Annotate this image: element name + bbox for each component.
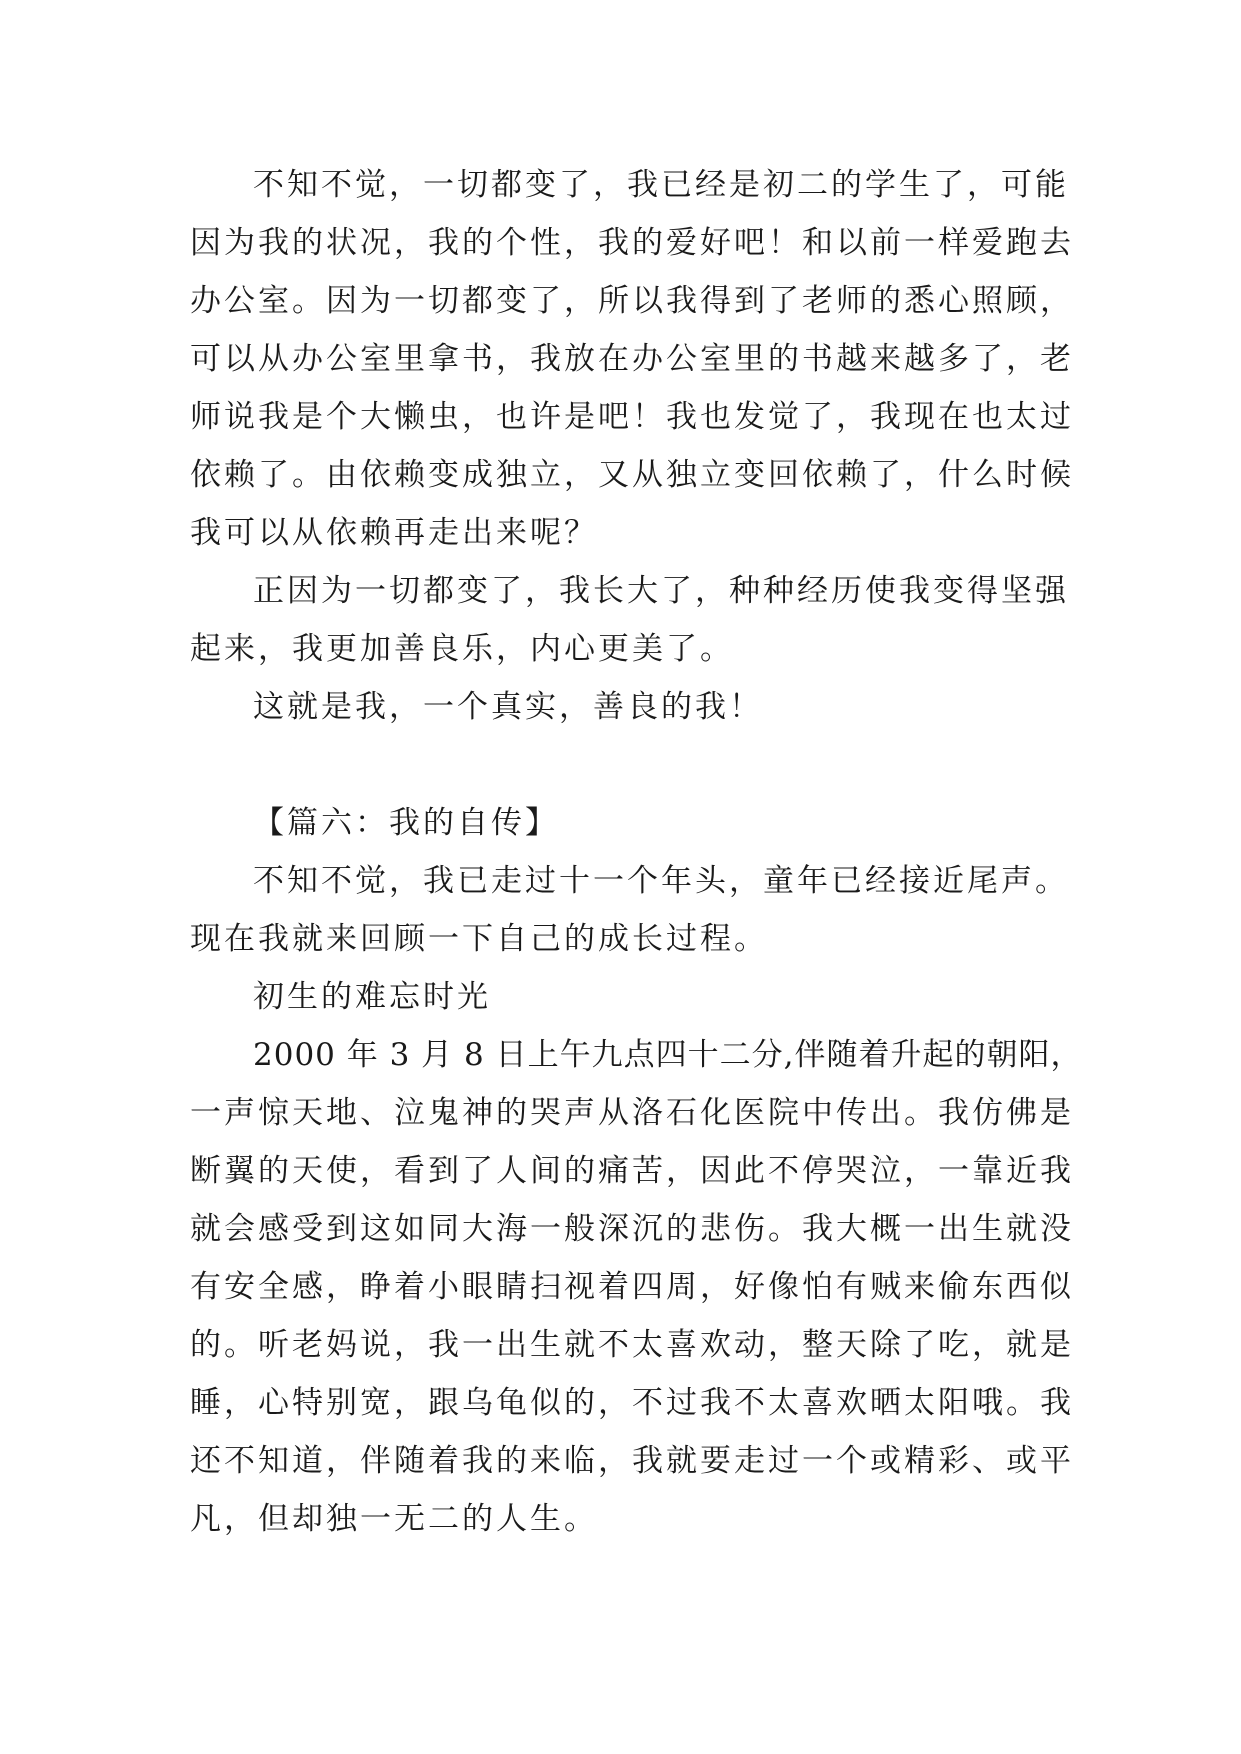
text-line: 2000 年 3 月 8 日上午九点四十二分,伴随着升起的朝阳， [253,1037,1083,1073]
text-line: 还不知道，伴随着我的来临，我就要走过一个或精彩、或平 [190,1443,1074,1479]
text-line: 正因为一切都变了，我长大了，种种经历使我变得坚强 [253,573,1069,609]
text-line: 不知不觉，我已走过十一个年头，童年已经接近尾声。 [253,863,1069,899]
text-line: 我可以从依赖再走出来呢？ [190,515,598,551]
text-line: 的。听老妈说，我一出生就不太喜欢动，整天除了吃，就是 [190,1327,1074,1363]
text-line: 凡，但却独一无二的人生。 [190,1501,598,1537]
text-line: 一声惊天地、泣鬼神的哭声从洛石化医院中传出。我仿佛是 [190,1095,1074,1131]
text-line: 有安全感，睁着小眼睛扫视着四周，好像怕有贼来偷东西似 [190,1269,1074,1305]
text-line: 可以从办公室里拿书，我放在办公室里的书越来越多了，老 [190,341,1074,377]
text-line: 师说我是个大懒虫，也许是吧！我也发觉了，我现在也太过 [190,399,1074,435]
text-line: 现在我就来回顾一下自己的成长过程。 [190,921,768,957]
text-line: 这就是我，一个真实，善良的我！ [253,689,763,725]
text-line: 断翼的天使，看到了人间的痛苦，因此不停哭泣，一靠近我 [190,1153,1074,1189]
text-line: 起来，我更加善良乐，内心更美了。 [190,631,734,667]
text-line: 就会感受到这如同大海一般深沉的悲伤。我大概一出生就没 [190,1211,1074,1247]
text-line: 睡，心特别宽，跟乌龟似的，不过我不太喜欢晒太阳哦。我 [190,1385,1074,1421]
section-heading: 【篇六：我的自传】 [253,805,559,841]
text-line: 不知不觉，一切都变了，我已经是初二的学生了，可能 [253,167,1069,203]
text-line: 办公室。因为一切都变了，所以我得到了老师的悉心照顾， [190,283,1074,319]
text-line: 依赖了。由依赖变成独立，又从独立变回依赖了，什么时候 [190,457,1074,493]
text-line: 因为我的状况，我的个性，我的爱好吧！和以前一样爱跑去 [190,225,1074,261]
subheading: 初生的难忘时光 [253,979,491,1015]
